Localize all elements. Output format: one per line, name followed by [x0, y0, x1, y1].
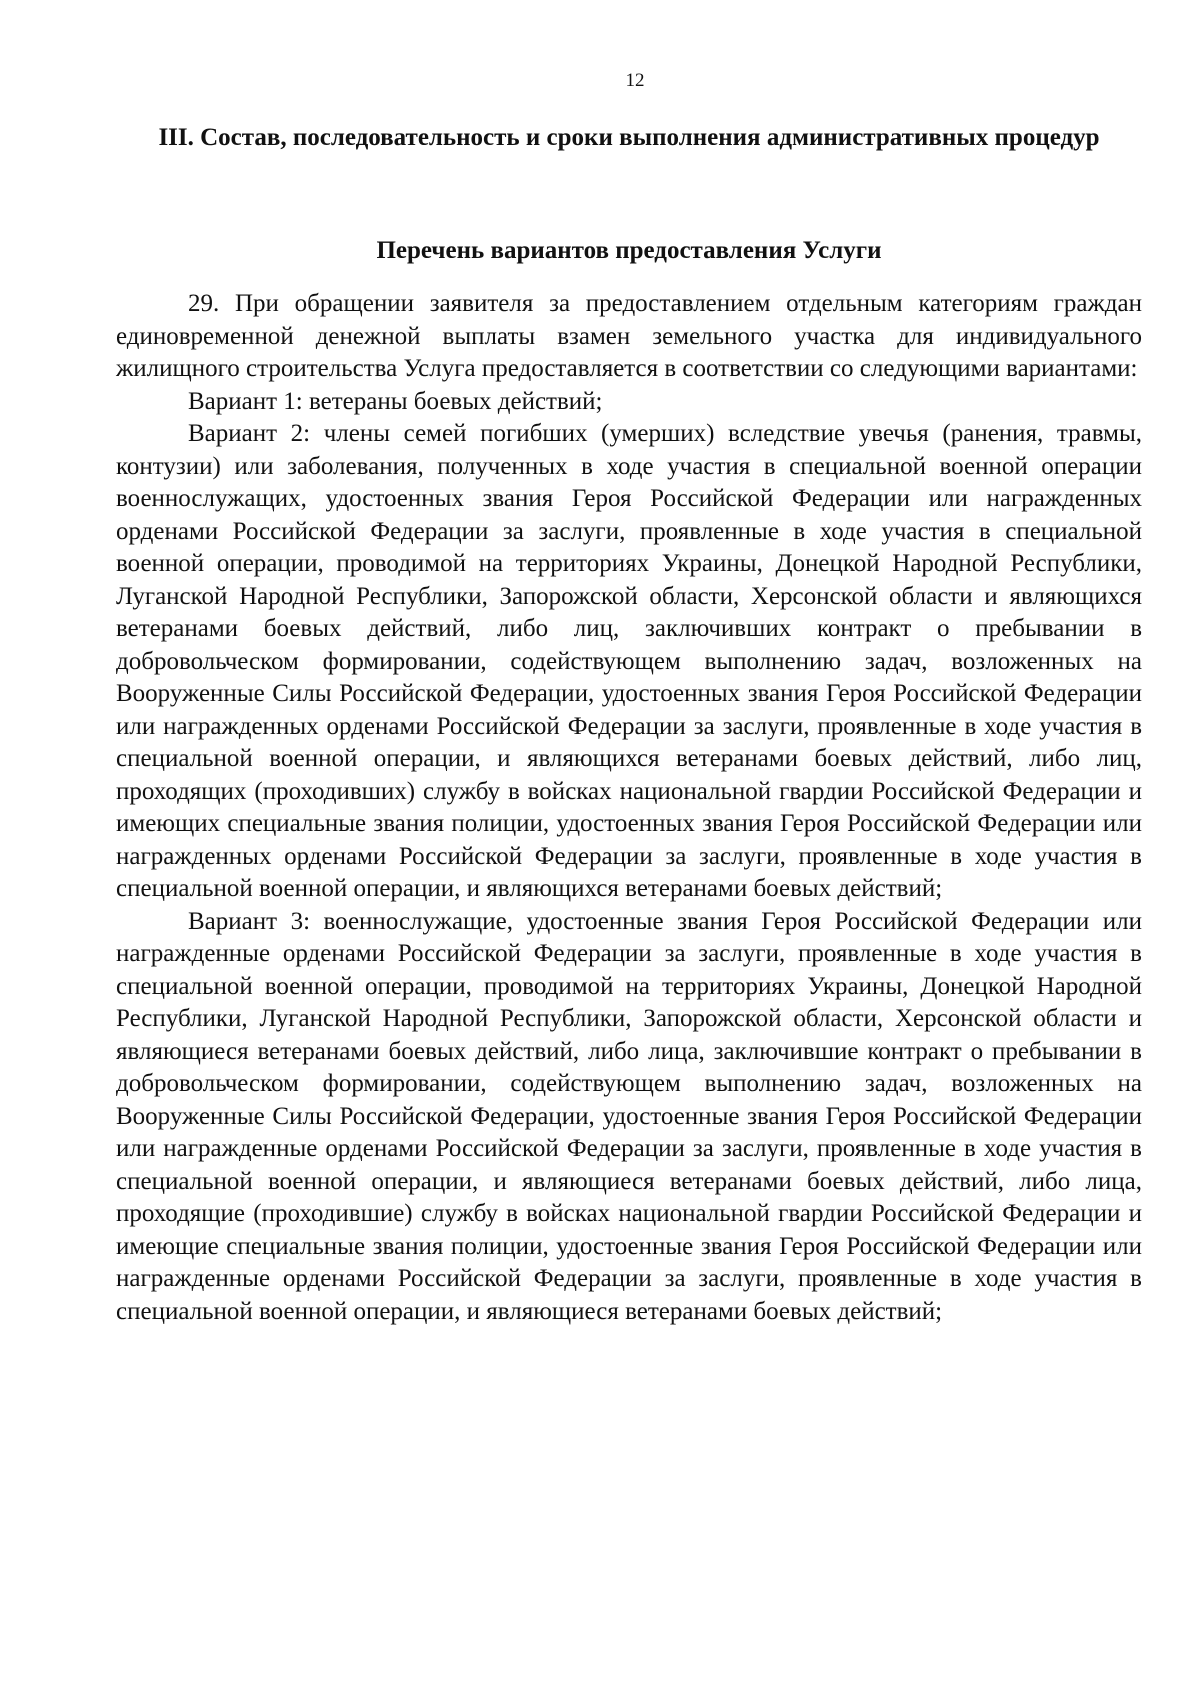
document-body: [116, 288, 1142, 1328]
section-heading: III. Состав, последовательность и сроки выполнения административных процедур: [158, 124, 1100, 151]
subheading: Перечень вариантов предоставления Услуги: [376, 237, 882, 264]
paragraph-variant-2: Вариант 2: члены семей погибших (умерших) вследствие увечья (ранения, травмы, контузии) или заболевания, полученных в ходе участия в специальной военной операции военнослужащих, удостоенных звания Героя Российской Федерации или награжденных орденами Российской Федерации за заслуги, проявленные в ходе участия в специальной военной операции, проводимой на территориях Украины, Донецкой Народной Республики, Луганской Народной Республики, Запорожской области, Херсонской области и являющихся ветеранами боевых действий, либо лиц, заключивших контракт о пребывании в добровольческом формировании, содействующем выполнению задач, возложенных на Вооруженные Силы Российской Федерации, удостоенных звания Героя Российской Федерации или награжденных орденами Российской Федерации за заслуги, проявленные в ходе участия в специальной военной операции, и являющихся ветеранами боевых действий, либо лиц, проходящих (проходивших) службу в войсках национальной гвардии Российской Федерации и имеющих специальные звания полиции, удостоенных звания Героя Российской Федерации или награжденных орденами Российской Федерации за заслуги, проявленные в ходе участия в специальной военной операции, и являющихся ветеранами боевых действий;: [116, 420, 1142, 902]
paragraph-variant-1: Вариант 1: ветераны боевых действий;: [188, 387, 603, 415]
paragraph-variant-3: Вариант 3: военнослужащие, удостоенные звания Героя Российской Федерации или награжденные орденами Российской Федерации за заслуги, проявленные в ходе участия в специальной военной операции, проводимой на территориях Украины, Донецкой Народной Республики, Луганской Народной Республики, Запорожской области, Херсонской области и являющиеся ветеранами боевых действий, либо лица, заключившие контракт о пребывании в добровольческом формировании, содействующем выполнению задач, возложенных на Вооруженные Силы Российской Федерации, удостоенные звания Героя Российской Федерации или награжденные орденами Российской Федерации за заслуги, проявленные в ходе участия в специальной военной операции, и являющиеся ветеранами боевых действий, либо лица, проходящие (проходившие) службу в войсках национальной гвардии Российской Федерации и имеющие специальные звания полиции, удостоенные звания Героя Российской Федерации или награжденные орденами Российской Федерации за заслуги, проявленные в ходе участия в специальной военной операции, и являющиеся ветеранами боевых действий;: [116, 907, 1142, 1325]
page-number: 12: [625, 70, 645, 91]
paragraph-29: 29. При обращении заявителя за предоставлением отдельным категориям граждан единовременной денежной выплаты взамен земельного участка для индивидуального жилищного строительства Услуга предоставляется в соответствии со следующими вариантами:: [116, 290, 1142, 382]
